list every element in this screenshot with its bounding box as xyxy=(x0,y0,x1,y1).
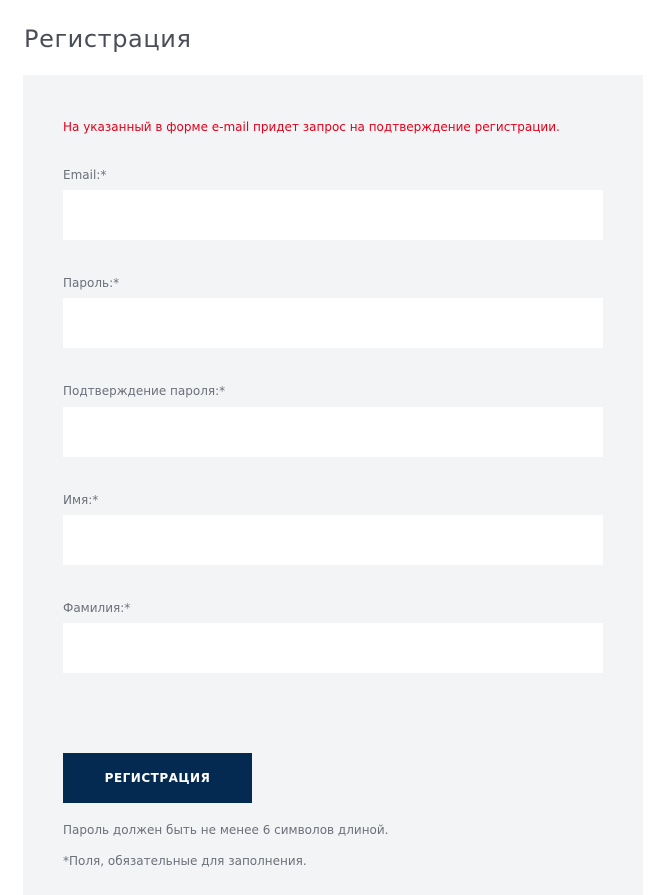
first-name-input[interactable] xyxy=(63,515,603,565)
email-input[interactable] xyxy=(63,190,603,240)
password-length-note: Пароль должен быть не менее 6 символов длиной. xyxy=(63,823,389,837)
password-input[interactable] xyxy=(63,298,603,348)
first-name-label: Имя:* xyxy=(63,493,99,507)
confirm-password-input[interactable] xyxy=(63,407,603,457)
confirm-password-label: Подтверждение пароля:* xyxy=(63,384,226,398)
last-name-label: Фамилия:* xyxy=(63,601,131,615)
last-name-input[interactable] xyxy=(63,623,603,673)
page-title: Регистрация xyxy=(24,25,192,53)
register-button[interactable]: РЕГИСТРАЦИЯ xyxy=(63,753,252,803)
email-label: Email:* xyxy=(63,168,107,182)
confirmation-notice: На указанный в форме e-mail придет запрос на подтверждение регистрации. xyxy=(63,120,560,134)
required-fields-note: *Поля, обязательные для заполнения. xyxy=(63,854,307,868)
password-label: Пароль:* xyxy=(63,276,120,290)
registration-form xyxy=(23,75,643,895)
